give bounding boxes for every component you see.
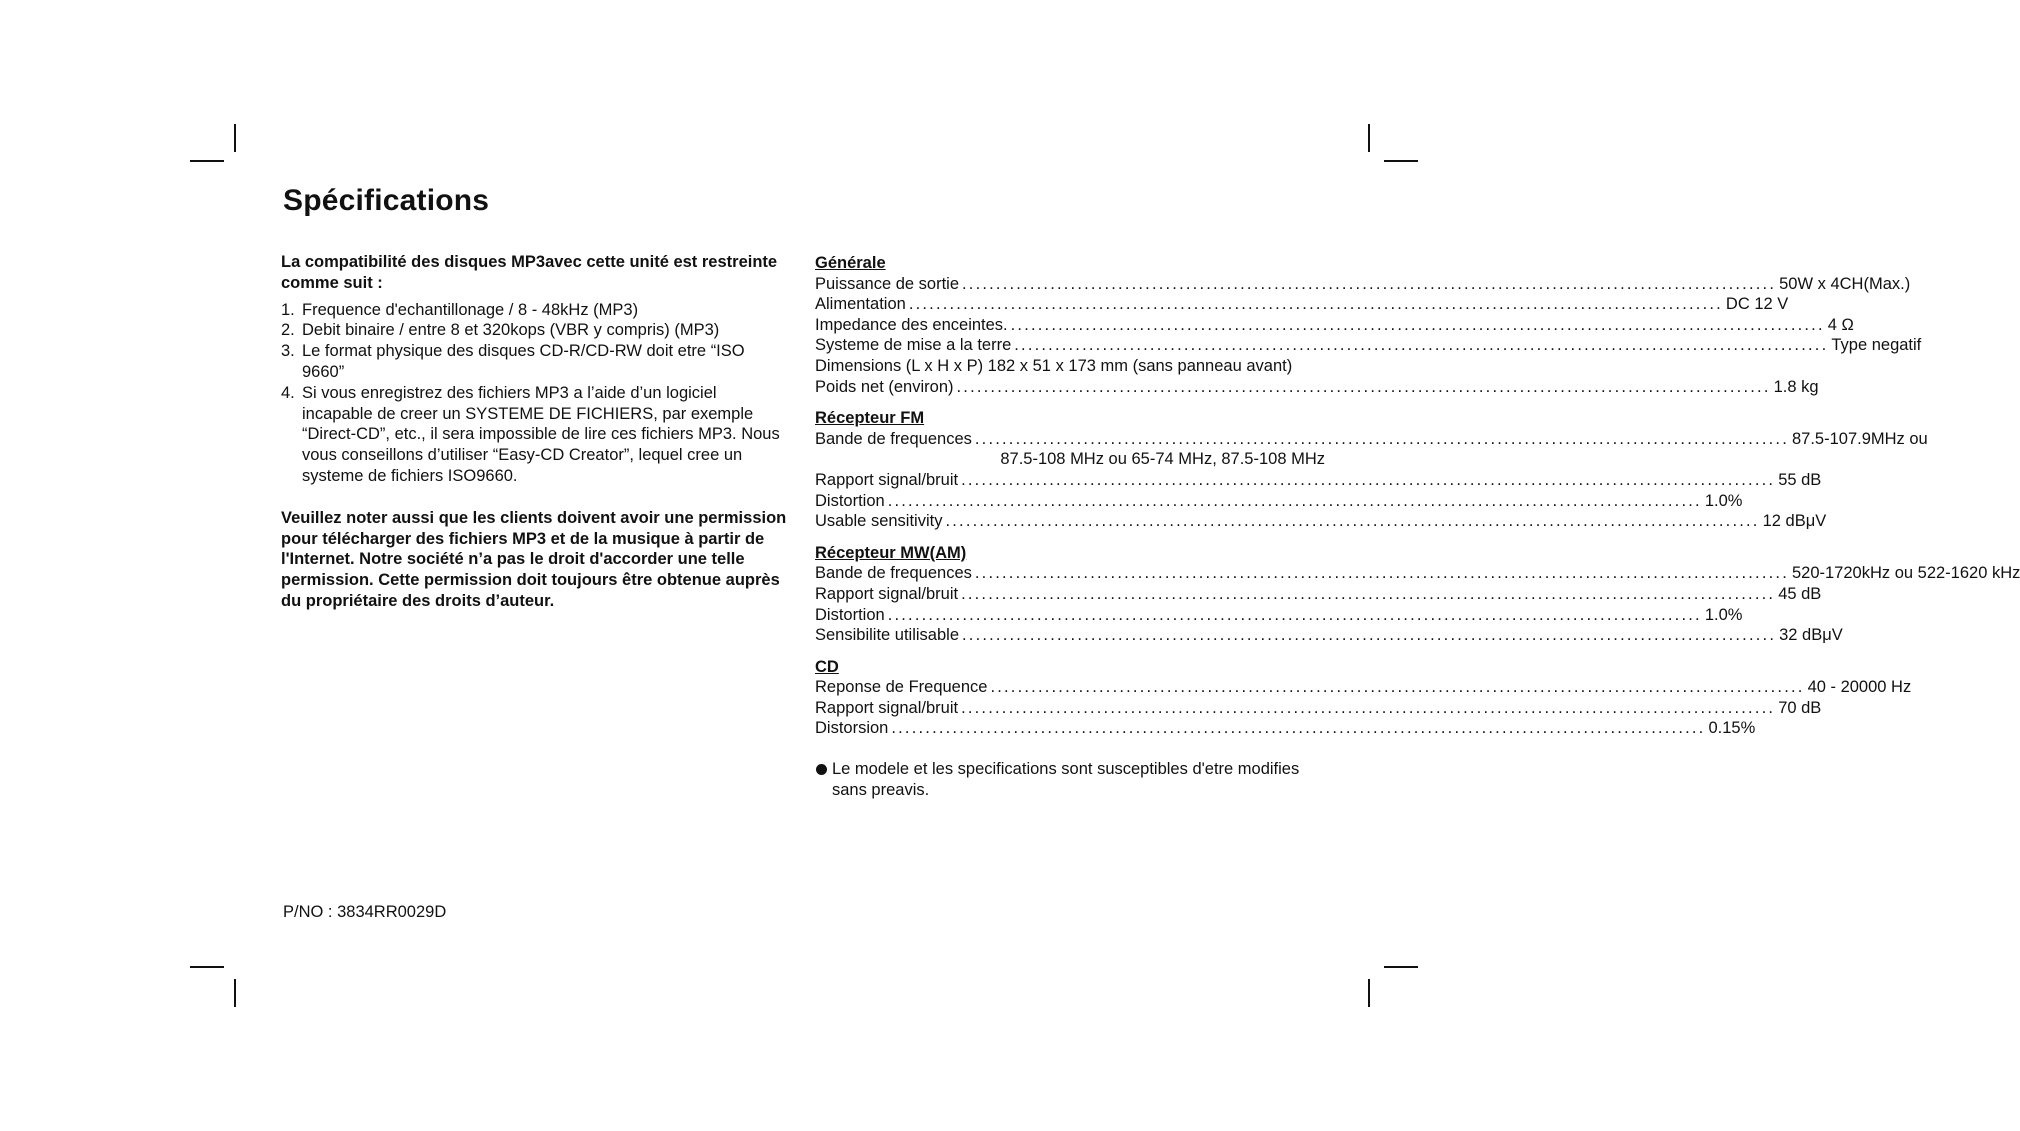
spec-value: 1.8 kg [1773,377,1819,396]
list-item-number: 3. [281,342,295,361]
spec-label: Bande de frequences [815,564,972,583]
spec-label: Rapport signal/bruit [815,470,959,489]
dot-leader: ........................................................................................................................ [908,295,1723,314]
spec-value: 4 Ω [1827,315,1854,334]
dot-leader: ........................................................................................................................ [891,719,1706,738]
dot-leader: ........................................................................................................................ [887,605,1702,624]
spec-label: Rapport signal/bruit [815,698,959,717]
spec-row [815,429,1928,450]
spec-value: 55 dB [1778,470,1822,489]
dot-leader: ........................................................................................................................ [1014,336,1829,355]
spec-value: 12 dBμV [1762,512,1827,531]
compatibility-list [281,300,791,487]
crop-mark-top-right-vertical [1368,124,1370,152]
spec-row [815,625,1843,646]
dot-leader: ........................................................................................................................ [1010,315,1825,334]
spec-row [815,584,1822,605]
list-item-number: 2. [281,321,295,340]
list-item-text: Debit binaire / entre 8 et 320kops (VBR y compris) (MP3) [302,321,720,340]
spec-value: DC 12 V [1725,295,1789,314]
part-number: P/NO : 3834RR0029D [283,903,447,921]
spec-row [815,491,1743,512]
spec-label: Rapport signal/bruit [815,584,959,603]
list-item [281,383,791,487]
spec-row [815,274,1911,295]
section-generale [815,253,1922,397]
spec-row [815,470,1822,491]
section-cd [815,657,1912,739]
section-heading: Récepteur MW(AM) [815,543,967,562]
dot-leader: ........................................................................................................................ [961,698,1776,717]
bullet-icon [816,764,827,775]
crop-mark-top-left-vertical [234,124,236,152]
spec-label: Poids net (environ) [815,377,954,396]
list-item-number: 1. [281,300,295,319]
crop-mark-bottom-left-vertical [234,979,236,1007]
section-am [815,543,2020,646]
compatibility-intro: La compatibilité des disques MP3avec cette unité est restreinte comme suit : [281,253,778,292]
list-item-text: Frequence d'echantillonage / 8 - 48kHz (MP3) [302,300,639,319]
list-item-text: Le format physique des disques CD-R/CD-RW doit etre “ISO 9660” [302,342,745,381]
spec-value: 70 dB [1778,698,1822,717]
crop-mark-bottom-right-horizontal [1384,966,1418,968]
crop-mark-top-right-horizontal [1384,160,1418,162]
crop-mark-top-left-horizontal [190,160,224,162]
spec-value: 45 dB [1778,584,1822,603]
spec-label: Systeme de mise a la terre [815,336,1012,355]
spec-label: Distorsion [815,719,889,738]
spec-row [815,677,1912,698]
dot-leader: ........................................................................................................................ [961,470,1776,489]
spec-row [815,294,1789,315]
spec-value: 520-1720kHz ou 522-1620 kHz [1791,564,2020,583]
spec-value: 32 dBμV [1779,626,1843,645]
spec-value: 40 - 20000 Hz [1807,678,1912,697]
dot-leader: ........................................................................................................................ [974,564,1789,583]
spec-value: 50W x 4CH(Max.) [1779,274,1911,293]
spec-label: Alimentation [815,295,906,314]
spec-value: 0.15% [1708,719,1756,738]
section-heading: Générale [815,254,886,272]
dot-leader: ........................................................................................................................ [974,429,1789,448]
spec-row [815,563,2020,584]
page-title: Spécifications [283,184,490,217]
spec-value: 1.0% [1704,491,1743,510]
section-heading: CD [815,657,839,676]
spec-value: Type negatif [1831,336,1922,355]
compatibility-column [281,252,791,612]
list-item [281,320,791,341]
list-item [281,300,791,321]
specifications-footnote [815,759,1325,800]
list-item [281,341,791,383]
list-item-number: 4. [281,383,295,402]
spec-row [815,377,1819,398]
spec-label: Distortion [815,491,885,510]
spec-label: Impedance des enceintes. [815,315,1008,334]
spec-row [815,356,1325,377]
spec-label: Reponse de Frequence [815,678,988,697]
spec-row [815,718,1756,739]
crop-mark-bottom-left-horizontal [190,966,224,968]
spec-label: Puissance de sortie [815,274,959,293]
dot-leader: ........................................................................................................................ [962,626,1777,645]
spec-label: Dimensions (L x H x P) 182 x 51 x 173 mm (sans panneau avant) [815,356,1293,375]
spec-label: Distortion [815,605,885,624]
spec-value: 1.0% [1704,605,1743,624]
dot-leader: ........................................................................................................................ [956,377,1771,396]
dot-leader: ........................................................................................................................ [961,584,1776,603]
specifications-column [815,253,2020,800]
dot-leader: ........................................................................................................................ [945,512,1760,531]
spec-row [815,511,1827,532]
dot-leader: ........................................................................................................................ [990,678,1805,697]
permission-notice: Veuillez noter aussi que les clients doivent avoir une permission pour télécharger des fichiers MP3 et de la musique à partir de l'Internet. Notre société n’a pas le droit d'accorder une telle permission. Cette permission doit toujours être obtenue auprès du propriétaire des droits d’auteur. [281,508,787,610]
dot-leader: ........................................................................................................................ [887,491,1702,510]
spec-label: Bande de frequences [815,429,972,448]
spec-row [815,335,1922,356]
list-item-text: Si vous enregistrez des fichiers MP3 a l’aide d’un logiciel incapable de creer un SYSTEME DE FICHIERS, par exemple “Direct-CD”, etc., il sera impossible de lire ces fichiers MP3. Nous vous conseillons d’utiliser “Easy-CD Creator”, lequel cree un systeme de fichiers ISO9660. [302,383,780,485]
dot-leader: ........................................................................................................................ [962,274,1777,293]
spec-row [815,605,1743,626]
section-heading: Récepteur FM [815,409,925,428]
section-fm [815,408,1928,532]
spec-row [815,698,1822,719]
spec-row [815,315,1854,336]
spec-label: Usable sensitivity [815,512,943,531]
crop-mark-bottom-right-vertical [1368,979,1370,1007]
spec-continuation: 87.5-108 MHz ou 65-74 MHz, 87.5-108 MHz [1000,450,1325,469]
footnote-text: Le modele et les specifications sont susceptibles d'etre modifies sans preavis. [832,760,1300,799]
spec-value: 87.5-107.9MHz ou [1791,429,1928,448]
spec-label: Sensibilite utilisable [815,626,959,645]
